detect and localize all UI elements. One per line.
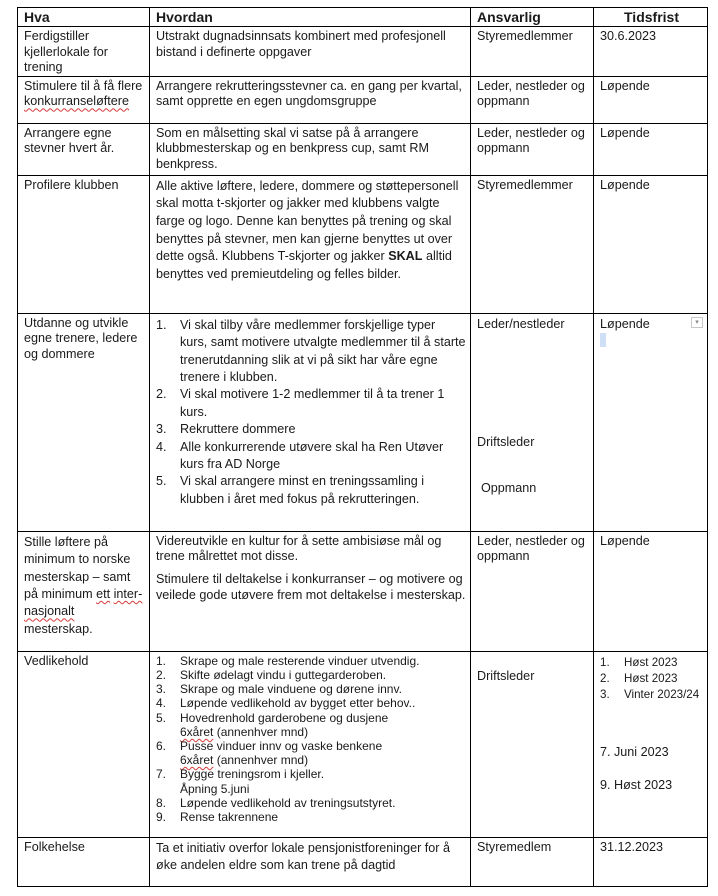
cell-hva: Stille løftere på minimum to norske mesterskap – samt på minimum ett inter-nasjonalt mesterskap. [18,531,150,651]
cell-hvordan: Som en målsetting skal vi satse på å arrangere klubbmesterskap og en benkpress cup, samt RM benkpress. [150,123,471,175]
spellcheck-word: konkurranseløftere [24,94,129,109]
cell-hva: Profilere klubben [18,175,150,313]
cell-tidsfrist: 1. Høst 2023 2. Høst 2023 3. Vinter 2023/24 7. Juni 2023 9. Høst 2023 [594,651,708,837]
list-item: 8. Løpende vedlikehold av treningsutstyret. [156,795,396,810]
list-item: 4. Løpende vedlikehold av bygget etter behov.. [156,696,416,711]
maintenance-list [156,654,466,824]
table-row [18,837,708,886]
cell-ansvarlig: Leder, nestleder og oppmann [471,531,594,651]
cell-tidsfrist: 30.6.2023 [594,27,708,77]
header-ansvarlig: Ansvarlig [471,8,594,27]
table-row [18,123,708,175]
table-row [18,175,708,313]
cell-hva: Folkehelse [18,837,150,886]
cell-ansvarlig: Styremedlemmer [471,27,594,77]
cell-tidsfrist: Løpende [594,531,708,651]
list-item: 5. Hovedrenhold garderobene og dusjene 6xåret (annenhver mnd) [156,710,389,739]
cell-tidsfrist: Løpende ▾ [594,313,708,531]
list-item: 9. Rense takrennene [156,810,279,825]
header-tidsfrist: Tidsfrist [594,8,708,27]
cell-hvordan: Alle aktive løftere, ledere, dommere og støttepersonell skal motta t-skjorter og jakker med klubbens valgte farge og logo. Denne kan benyttes på trening og skal benyttes på stevner, men kan gjerne benyttes ut over dette også. Klubbens T-skjorter og jakker SKAL alltid benyttes ved premieutdeling og felles bilder. [150,175,471,313]
list-item: 3. Skrape og male vinduene og dørene innv. [156,682,402,697]
list-item: 1. Vi skal tilby våre medlemmer forskjellige typer kurs, samt motivere utvalgte medlemmer til å starte trenerutdanning slik at vi på sikt har våre egne trenere i klubben. [156,317,466,384]
cell-hva: Stimulere til å få flere konkurranseløftere [18,76,150,123]
cell-ansvarlig: Leder/nestleder Driftsleder Oppmann [471,313,594,531]
table-row [18,76,708,123]
cell-hva: Vedlikehold [18,651,150,837]
cell-hva: Ferdigstiller kjellerlokale for trening [18,27,150,77]
table-row [18,27,708,77]
table-row [18,531,708,651]
cell-tidsfrist: Løpende [594,175,708,313]
list-item: 6. Pusse vinduer innv og vaske benkene 6xåret (annenhver mnd) [156,739,383,768]
cell-hva: Arrangere egne stevner hvert år. [18,123,150,175]
list-item: 5. Vi skal arrangere minst en treningssamling i klubben i året med fokus på rekrutteringen. [156,474,425,506]
cell-hvordan: Videreutvikle en kultur for å sette ambisiøse mål og trene målrettet mot disse. Stimulere til deltakelse i konkurranser – og motivere og veilede gode utøvere frem mot deltakelse i mesterskap. [150,531,471,651]
header-row [18,8,708,27]
list-item: 1. Høst 2023 [600,655,678,669]
text-cursor-highlight [600,333,606,347]
cell-ansvarlig: Driftsleder [471,651,594,837]
list-item: 2. Vi skal motivere 1-2 medlemmer til å ta trener 1 kurs. [156,387,445,419]
header-hva: Hva [18,8,150,27]
cell-ansvarlig: Leder, nestleder og oppmann [471,76,594,123]
cell-ansvarlig: Styremedlemmer [471,175,594,313]
cell-hvordan [150,313,471,531]
list-item: 1. Skrape og male resterende vinduer utvendig. [156,653,420,668]
cell-hvordan [150,651,471,837]
action-plan-table [17,7,708,887]
header-hvordan: Hvordan [150,8,471,27]
cell-hva: Utdanne og utvikle egne trenere, ledere og dommere [18,313,150,531]
deadline-list [600,655,703,703]
cell-tidsfrist: 31.12.2023 [594,837,708,886]
cell-tidsfrist: Løpende [594,76,708,123]
cell-hvordan: Utstrakt dugnadsinnsats kombinert med profesjonell bistand i definerte oppgaver [150,27,471,77]
list-item: 3. Rekruttere dommere [156,422,296,437]
list-item: 3. Vinter 2023/24 [600,687,700,701]
cell-hvordan: Ta et initiativ overfor lokale pensjonistforeninger for å øke andelen eldre som kan trene på dagtid [150,837,471,886]
list-item: 4. Alle konkurrerende utøvere skal ha Ren Utøver kurs fra AD Norge [156,439,444,472]
list-item: 2. Høst 2023 [600,671,678,685]
training-list [156,317,466,508]
cell-hvordan: Arrangere rekrutteringsstevner ca. en gang per kvartal, samt opprette en egen ungdomsgruppe [150,76,471,123]
cell-ansvarlig: Styremedlem [471,837,594,886]
list-item: 7. Bygge treningsrom i kjeller. Åpning 5.juni [156,767,325,796]
cell-ansvarlig: Leder, nestleder og oppmann [471,123,594,175]
table-row [18,313,708,531]
cell-tidsfrist: Løpende [594,123,708,175]
list-item: 2. Skifte ødelagt vindu i guttegarderoben. [156,667,387,682]
chevron-down-icon[interactable]: ▾ [691,317,703,328]
table-row [18,651,708,837]
